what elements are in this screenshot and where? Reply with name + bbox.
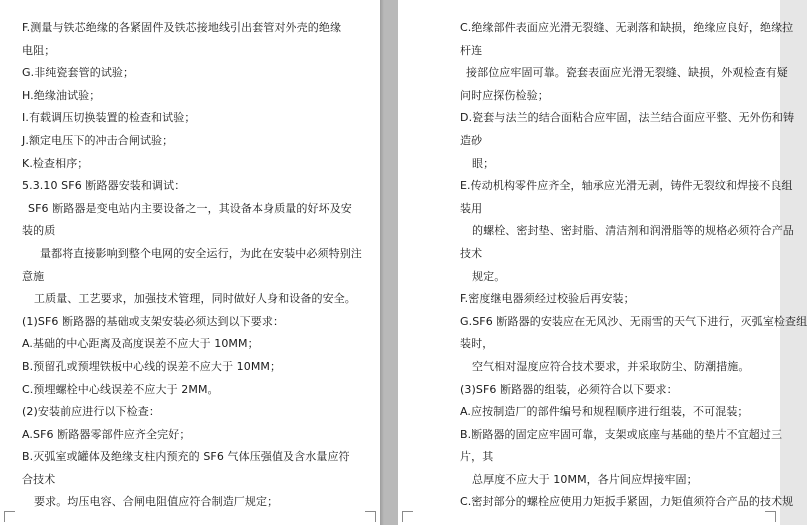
text-line: B.预留孔或预埋铁板中心线的误差不应大于 10MM； [22,359,282,373]
text-line: SF6 断路器是变电站内主要设备之一，其设备本身质量的好坏及安 [28,201,352,215]
text-line: E.传动机构零件应齐全，轴承应光滑无剥，铸件无裂纹和焊接不良组 [460,179,793,193]
text-line: F.测量与铁芯绝缘的各紧固件及铁芯接地线引出套管对外壳的绝缘 [22,21,342,34]
text-line: (1)SF6 断路器的基础或支架安装必须达到以下要求： [22,314,285,328]
page-gutter [380,0,398,525]
text-line: 意施 [22,269,45,283]
text-line: B.灭弧室或罐体及绝缘支柱内预充的 SF6 气体压强值及含水量应符 [22,450,350,464]
text-line: 问时应探伤检验； [460,88,549,102]
text-line: H.绝缘油试验； [22,88,101,102]
text-line: 量都将直接影响到整个电网的安全运行，为此在安装中必须特别注 [40,246,362,260]
text-line: 空气相对湿度应符合技术要求，并采取防尘、防潮措施。 [472,359,750,373]
text-line: B.断路器的固定应牢固可靠，支架或底座与基础的垫片不宜超过三 [460,427,783,441]
text-line: 要求。均压电容、合闸电阻值应符合制造厂规定； [34,495,279,509]
text-line: D.瓷套与法兰的结合面粘合应牢固，法兰结合面应平整、无外伤和铸 [460,111,795,125]
text-line: G.SF6 断路器的安装应在无风沙、无雨雪的天气下进行，灭弧室检查组 [460,314,807,328]
text-line: 杆连 [460,43,483,57]
text-line: (2)安装前应进行以下检查： [22,405,160,419]
text-line: 电阻； [22,43,56,57]
text-line: 接部位应牢固可靠。瓷套表面应光滑无裂缝、缺损，外观检查有疑 [466,66,788,80]
right-page-text [460,17,807,514]
text-line: 片，其 [460,450,494,464]
text-line: A.SF6 断路器零部件应齐全完好； [22,427,191,441]
text-line: 眼； [472,156,495,170]
text-line: 装时， [460,337,494,351]
text-line: C.绝缘部件表面应光滑无裂缝、无剥落和缺损，绝缘应良好，绝缘拉 [460,21,794,34]
text-line: A.基础的中心距离及高度误差不应大于 10MM； [22,337,259,351]
text-line: 工质量、工艺要求，加强技术管理，同时做好人身和设备的安全。 [34,292,356,306]
page-corner-mark [4,511,15,522]
text-line: 合技术 [22,472,56,486]
text-line: F.密度继电器须经过校验后再安装； [460,292,635,306]
left-page-text [22,17,362,514]
text-line: C.密封部分的螺栓应使用力矩扳手紧固，力矩值须符合产品的技术规 [460,495,794,509]
page-corner-mark [402,511,413,522]
text-line: 装的质 [22,224,56,238]
text-line: 的螺栓、密封垫、密封脂、清洁剂和润滑脂等的规格必须符合产品 [472,224,794,238]
text-line: 5.3.10 SF6 断路器安装和调试： [22,179,186,193]
text-line: 技术 [460,246,483,260]
document-page-right [398,0,807,525]
text-line: A.应按制造厂的部件编号和规程顺序进行组装，不可混装； [460,405,749,419]
page-corner-mark [765,511,776,522]
text-line: (3)SF6 断路器的组装，必须符合以下要求： [460,382,678,396]
text-line: 规定。 [472,269,506,283]
text-line: 造砂 [460,133,483,147]
text-line: J.额定电压下的冲击合闸试验； [22,133,174,147]
text-line: K.检查相序； [22,156,89,170]
text-line: C.预埋螺栓中心线误差不应大于 2MM。 [22,382,219,396]
page-corner-mark [365,511,376,522]
document-page-left [0,0,380,525]
text-line: 装用 [460,201,483,215]
text-line: 总厚度不应大于 10MM，各片间应焊接牢固； [472,472,698,486]
text-line: I.有载调压切换装置的检查和试验； [22,111,196,125]
text-line: G.非纯瓷套管的试验； [22,66,135,80]
